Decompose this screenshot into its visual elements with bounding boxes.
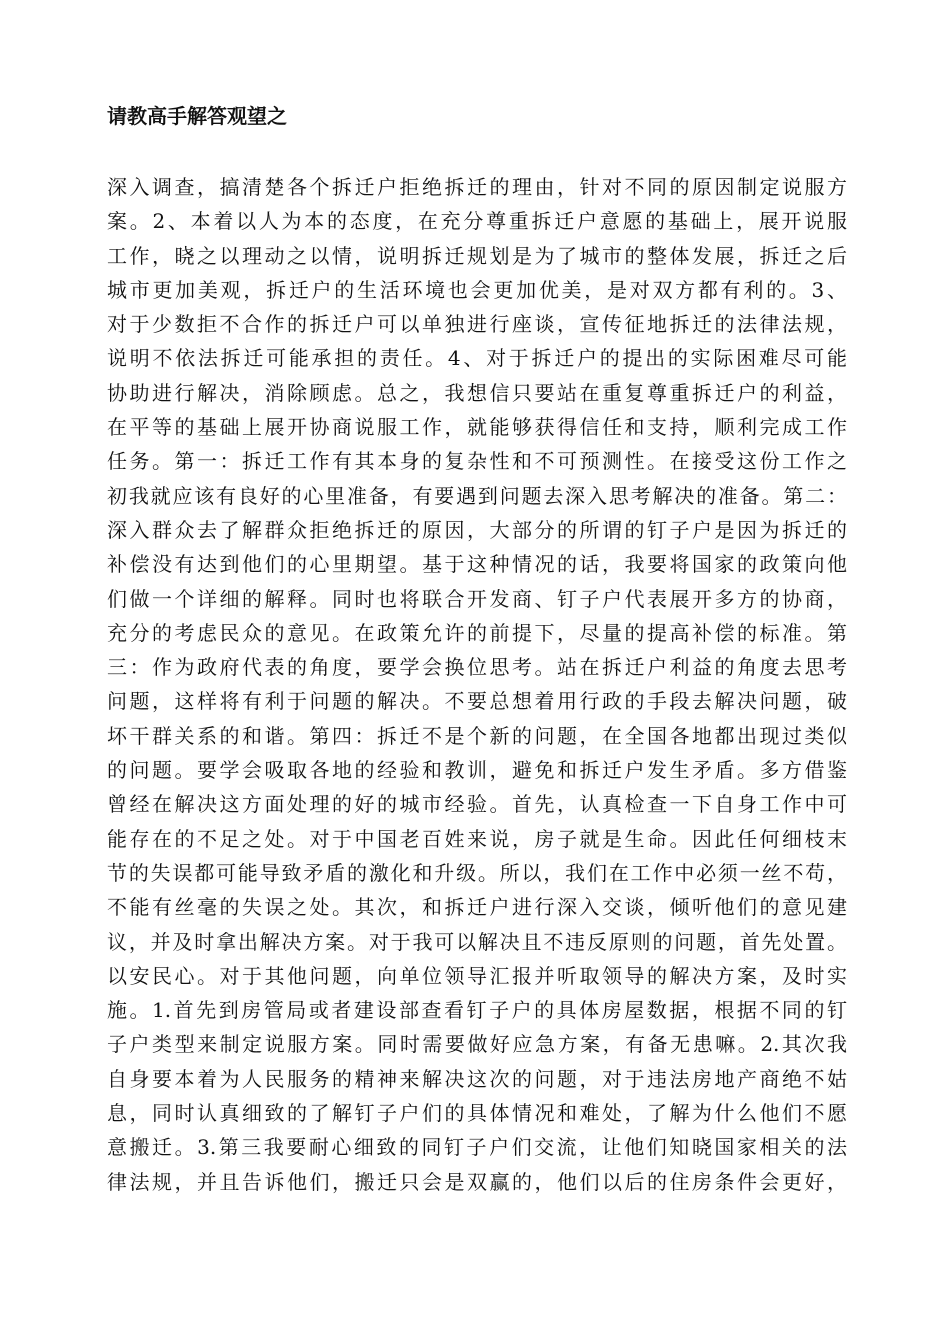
body-line: 协助进行解决，消除顾虑。总之，我想信只要站在重复尊重拆迁户的利益， [107,380,847,405]
body-line: 息，同时认真细致的了解钉子户们的具体情况和难处，了解为什么他们不愿 [107,1101,847,1126]
body-line: 三：作为政府代表的角度，要学会换位思考。站在拆迁户利益的角度去思考 [107,655,847,680]
body-line: 曾经在解决这方面处理的好的城市经验。首先，认真检查一下自身工作中可 [107,792,847,817]
document-body [107,170,847,1199]
body-line: 在平等的基础上展开协商说服工作，就能够获得信任和支持，顺利完成工作 [107,415,847,440]
body-line: 任务。第一：拆迁工作有其本身的复杂性和不可预测性。在接受这份工作之 [107,449,847,474]
body-line: 坏干群关系的和谐。第四：拆迁不是个新的问题，在全国各地都出现过类似 [107,723,847,748]
body-line: 的问题。要学会吸取各地的经验和教训，避免和拆迁户发生矛盾。多方借鉴 [107,758,847,783]
body-line: 补偿没有达到他们的心里期望。基于这种情况的话，我要将国家的政策向他 [107,552,847,577]
body-line: 能存在的不足之处。对于中国老百姓来说，房子就是生命。因此任何细枝末 [107,826,847,851]
body-line: 议，并及时拿出解决方案。对于我可以解决且不违反原则的问题，首先处置。 [107,929,847,954]
body-line: 工作，晓之以理动之以情，说明拆迁规划是为了城市的整体发展，拆迁之后 [107,243,847,268]
body-line: 城市更加美观，拆迁户的生活环境也会更加优美，是对双方都有利的。3、 [107,277,847,302]
body-line: 意搬迁。3.第三我要耐心细致的同钉子户们交流，让他们知晓国家相关的法 [107,1135,847,1160]
body-line: 施。1.首先到房管局或者建设部查看钉子户的具体房屋数据，根据不同的钉 [107,998,847,1023]
body-line: 初我就应该有良好的心里准备，有要遇到问题去深入思考解决的准备。第二： [107,483,847,508]
body-line: 节的失误都可能导致矛盾的激化和升级。所以，我们在工作中必须一丝不苟， [107,860,847,885]
body-line: 自身要本着为人民服务的精神来解决这次的问题，对于违法房地产商绝不姑 [107,1066,847,1091]
body-line: 以安民心。对于其他问题，向单位领导汇报并听取领导的解决方案，及时实 [107,963,847,988]
body-line: 对于少数拒不合作的拆迁户可以单独进行座谈，宣传征地拆迁的法律法规， [107,312,847,337]
body-line: 问题，这样将有利于问题的解决。不要总想着用行政的手段去解决问题，破 [107,689,847,714]
body-line: 深入群众去了解群众拒绝拆迁的原因，大部分的所谓的钉子户是因为拆迁的 [107,517,847,542]
body-line: 律法规，并且告诉他们，搬迁只会是双赢的，他们以后的住房条件会更好， [107,1169,847,1194]
body-line: 们做一个详细的解释。同时也将联合开发商、钉子户代表展开多方的协商， [107,586,847,611]
body-line: 深入调查，搞清楚各个拆迁户拒绝拆迁的理由，针对不同的原因制定说服方 [107,175,847,199]
body-line: 案。2、本着以人为本的态度，在充分尊重拆迁户意愿的基础上，展开说服 [107,209,847,234]
body-line: 充分的考虑民众的意见。在政策允许的前提下，尽量的提高补偿的标准。第 [107,620,847,645]
body-line: 不能有丝毫的失误之处。其次，和拆迁户进行深入交谈，倾听他们的意见建 [107,895,847,920]
body-line: 说明不依法拆迁可能承担的责任。4、对于拆迁户的提出的实际困难尽可能 [107,346,847,371]
document-title: 请教高手解答观望之 [107,104,287,128]
body-line: 子户类型来制定说服方案。同时需要做好应急方案，有备无患嘛。2.其次我 [107,1032,847,1057]
